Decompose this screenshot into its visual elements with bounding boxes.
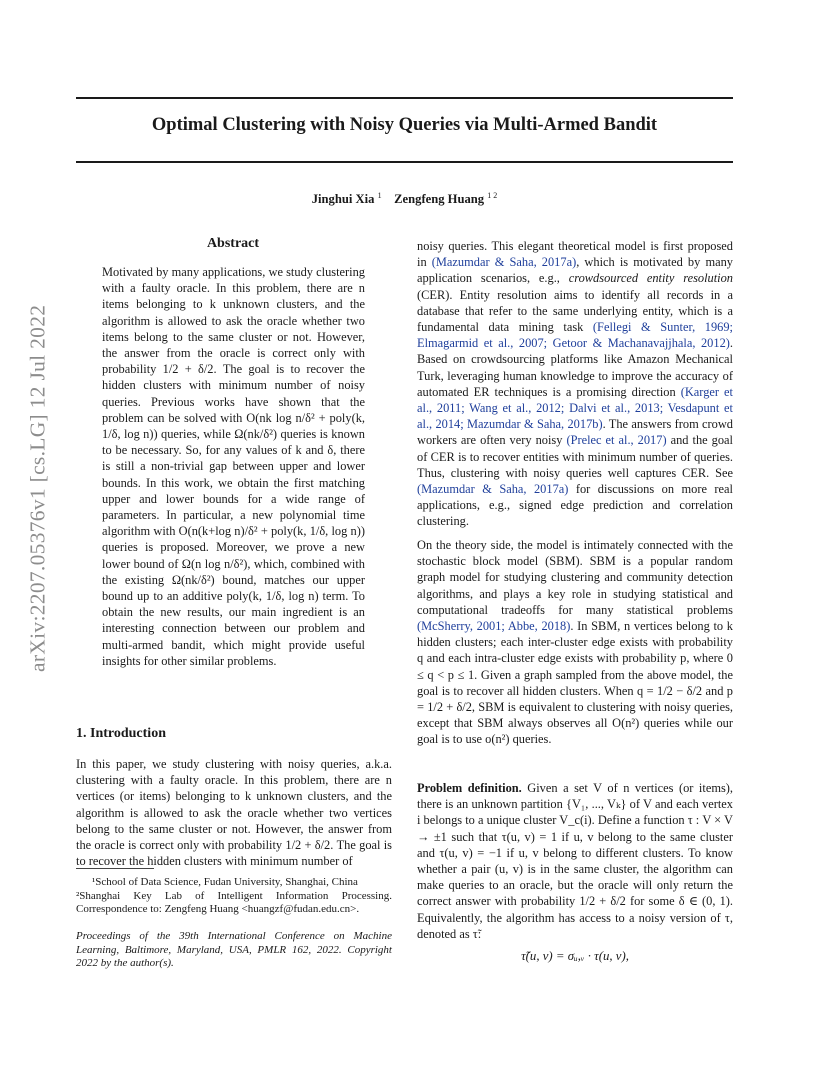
- text-run: , which is motivated by many application scenarios, e.g.,: [417, 255, 733, 286]
- introduction-body: In this paper, we study clustering with noisy queries, a.k.a. clustering with a faulty oracle. In this problem, there are n vertices (or items) belonging to k unknown clusters, and the algorithm is allowed to ask the oracle whether two vertices belong to the same cluster or not. However, the answer from the oracle is correct only with probability 1/2 + δ/2. The goal is to recover the hidden clusters with minimum number of: [76, 757, 392, 869]
- right-paragraph-2: [417, 537, 733, 748]
- text-run: On the theory side, the model is intimately connected with the stochastic block model (SBM). SBM is a popular random graph model for studying clustering and community detection algorithms, and plays a key role in studying statistical and computational tradeoffs for many statistical problems: [417, 538, 733, 617]
- text-run: Given a set V of n vertices (or items), there is an unknown partition {V₁, ..., Vₖ} of V and each vertex i belongs to a unique cluster V_c(i). Define a function τ : V × V → ±1 such that τ(u, v) = 1 if u, v belong to the same cluster and τ(u, v) = −1 if u, v belong to different clusters. To know whether a pair (u, v) is in the same cluster, the algorithm can make queries to an oracle, but the oracle will only return the correct answer with probability 1/2 + δ/2 for some δ ∈ (0, 1). Equivalently, the algorithm has access to a noisy version of τ, denoted as τ̃:: [417, 781, 734, 941]
- text-run: (CER). Entity resolution aims to identify all records in a database that refer to the same underlying entity, which is a fundamental data mining task: [417, 287, 733, 335]
- citation-link[interactable]: (Mazumdar & Saha, 2017a): [431, 255, 577, 270]
- author-affiliation: 1 2: [487, 191, 498, 200]
- section-heading-introduction: 1. Introduction: [76, 726, 166, 741]
- title-rule-bottom: [76, 161, 733, 163]
- footnote-affiliation-1: ¹School of Data Science, Fudan University, Shanghai, China: [92, 876, 358, 888]
- emphasis-text: crowdsourced entity resolution: [568, 271, 733, 286]
- paper-title: Optimal Clustering with Noisy Queries via Multi-Armed Bandit: [151, 115, 658, 135]
- citation-link[interactable]: (Karger et al., 2011; Wang et al., 2012; Dalvi et al., 2013; Vesdapunt et al., 2014; Mazumdar & Saha, 2017b): [417, 384, 733, 432]
- author-name: Jinghui Xia: [311, 192, 375, 207]
- text-run: and the goal of CER is to recover entities with minimum number of queries. Thus, clustering with noisy queries well captures CER. See: [417, 433, 733, 480]
- citation-link[interactable]: (Prelec et al., 2017): [566, 433, 667, 448]
- abstract-body: Motivated by many applications, we study clustering with a faulty oracle. In this problem, there are n items belonging to k unknown clusters, and the algorithm is allowed to ask the oracle whether two items belong to the same cluster or not. However, the answer from the oracle is correct only with probability 1/2 + δ/2. The goal is to recover the hidden clusters with minimum number of noisy queries. Previous works have shown that the problem can be solved with O(nk log n/δ² + poly(k, 1/δ, log n)) queries, while Ω(nk/δ²) queries is known to be necessary. So, for any values of k and δ, there is still a non-trivial gap between upper and lower bounds. In this work, we obtain the first matching upper and lower bounds for a wide range of parameters. In particular, a new polynomial time algorithm with O(n(k+log n)/δ² + poly(k, 1/δ, log n)) queries is proposed. Moreover, we prove a new lower bound of Ω(n log n/δ²), which, combined with the existing Ω(nk/δ²) bound, matches our upper bound up to an additive poly(k, 1/δ, log n) term. To obtain the new results, our main ingredient is an interesting connection between our problem and multi-armed bandit, which might provide useful insights for other similar problems.: [102, 265, 365, 668]
- text-run: . In SBM, n vertices belong to k hidden clusters; each inter-cluster edge exists with probability q and each intra-cluster edge exists with probability p, where 0 ≤ q < p ≤ 1. Given a graph sampled from the above model, the goal is to recover all hidden clusters. When q = 1/2 − δ/2 and p = 1/2 + δ/2, SBM is equivalent to clustering with noisy queries, except that SBM always observes all O(n²) queries while our goal is to use o(n²) queries.: [417, 619, 733, 747]
- right-paragraph-1: [417, 238, 733, 530]
- text-run: for discussions on more real applications, e.g., signed edge prediction and correlation clustering.: [417, 482, 733, 529]
- abstract-heading: Abstract: [206, 236, 260, 251]
- arxiv-identifier: arXiv:2207.05376v1 [cs.LG] 12 Jul 2022: [25, 304, 50, 672]
- footnote-divider: [76, 868, 154, 869]
- text-run: . The answers from crowd workers are often very noisy: [417, 417, 733, 448]
- display-equation: τ̃(u, v) = σᵤ,ᵥ · τ(u, v),: [521, 949, 629, 963]
- footnotes: [76, 876, 392, 917]
- right-paragraph-3: [417, 780, 733, 942]
- citation-link[interactable]: (McSherry, 2001; Abbe, 2018): [417, 619, 571, 634]
- author-affiliation: 1: [377, 191, 382, 200]
- title-rule-top: [76, 97, 733, 99]
- paragraph-heading: Problem definition.: [417, 781, 522, 795]
- author-list: [76, 191, 733, 207]
- text-run: noisy queries. This elegant theoretical model is first proposed in: [417, 239, 733, 270]
- footnote-affiliation-2: ²Shanghai Key Lab of Intelligent Information Processing. Correspondence to: Zengfeng Huang <huangzf@fudan.edu.cn>.: [76, 889, 392, 916]
- text-run: . Based on crowdsourcing platforms like Amazon Mechanical Turk, leveraging human knowledge to improve the accuracy of automated ER techniques is a promising direction: [417, 336, 733, 399]
- proceedings-note: Proceedings of the 39th International Conference on Machine Learning, Baltimore, Maryland, USA, PMLR 162, 2022. Copyright 2022 by the author(s).: [76, 930, 392, 970]
- author-name: Zengfeng Huang: [394, 192, 485, 207]
- citation-link[interactable]: (Fellegi & Sunter, 1969; Elmagarmid et al., 2007; Getoor & Machanavajjhala, 2012): [417, 320, 733, 351]
- citation-link[interactable]: (Mazumdar & Saha, 2017a): [417, 482, 569, 497]
